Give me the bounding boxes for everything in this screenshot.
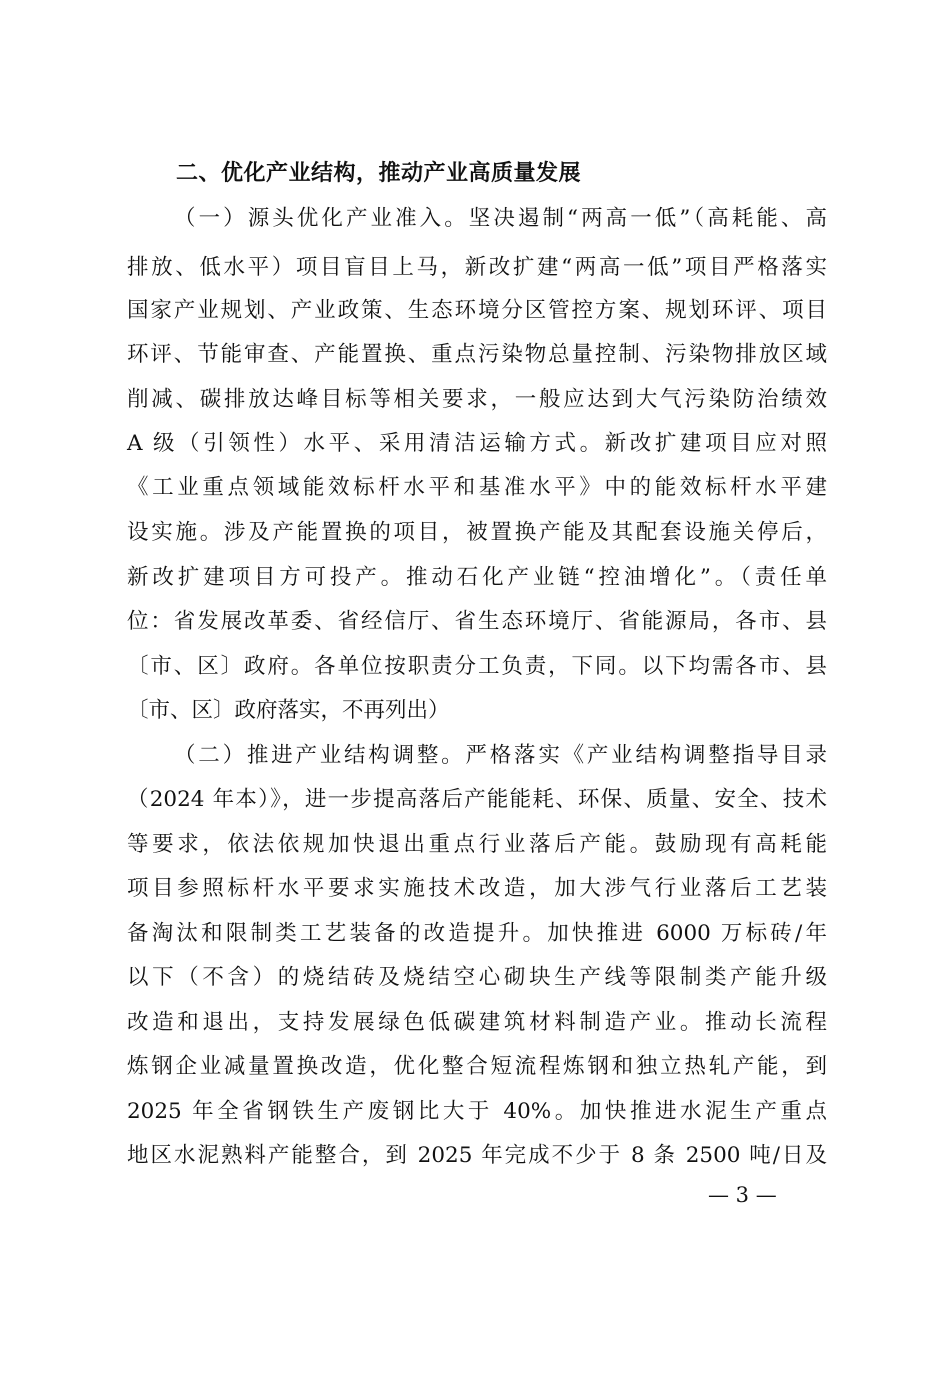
paragraph-line: 排放、低水平）项目盲目上马，新改扩建“两高一低”项目严格落实	[127, 255, 827, 280]
paragraph-line: 新改扩建项目方可投产。推动石化产业链“控油增化”。（责任单	[127, 565, 827, 590]
paragraph-line: 地区水泥熟料产能整合，到 2025 年完成不少于 8 条 2500 吨/日及	[127, 1143, 827, 1168]
paragraph-line: 位：省发展改革委、省经信厅、省生态环境厅、省能源局，各市、县	[127, 609, 827, 634]
paragraph-line: 等要求，依法依规加快退出重点行业落后产能。鼓励现有高耗能	[127, 832, 827, 857]
paragraph-line: （一）源头优化产业准入。坚决遏制“两高一低”（高耗能、高	[174, 206, 827, 231]
paragraph-line: 〔市、区〕政府落实，不再列出）	[127, 698, 450, 723]
paragraph-line: 以下（不含）的烧结砖及烧结空心砌块生产线等限制类产能升级	[127, 965, 827, 990]
paragraph-line: 环评、节能审查、产能置换、重点污染物总量控制、污染物排放区域	[127, 342, 827, 367]
paragraph-line: 2025 年全省钢铁生产废钢比大于 40%。加快推进水泥生产重点	[127, 1099, 827, 1124]
paragraph-line: 《工业重点领域能效标杆水平和基准水平》中的能效标杆水平建	[127, 475, 827, 500]
paragraph-line: 〔市、区〕政府。各单位按职责分工负责，下同。以下均需各市、县	[127, 654, 827, 679]
paragraph-line: （2024 年本）》，进一步提高落后产能能耗、环保、质量、安全、技术	[127, 787, 827, 812]
section-heading: 二、优化产业结构，推动产业高质量发展	[176, 161, 582, 186]
paragraph-line: 国家产业规划、产业政策、生态环境分区管控方案、规划环评、项目	[127, 298, 827, 323]
paragraph-line: 改造和退出，支持发展绿色低碳建筑材料制造产业。推动长流程	[127, 1010, 827, 1035]
paragraph-line: A 级（引领性）水平、采用清洁运输方式。新改扩建项目应对照	[127, 431, 827, 456]
paragraph-line: 项目参照标杆水平要求实施技术改造，加大涉气行业落后工艺装	[127, 876, 827, 901]
paragraph-line: （二）推进产业结构调整。严格落实《产业结构调整指导目录	[174, 743, 827, 768]
page-number: — 3 —	[708, 1183, 777, 1207]
paragraph-line: 设实施。涉及产能置换的项目，被置换产能及其配套设施关停后，	[127, 520, 827, 545]
paragraph-line: 备淘汰和限制类工艺装备的改造提升。加快推进 6000 万标砖/年	[127, 921, 827, 946]
paragraph-line: 炼钢企业减量置换改造，优化整合短流程炼钢和独立热轧产能，到	[127, 1054, 827, 1079]
paragraph-line: 削减、碳排放达峰目标等相关要求，一般应达到大气污染防治绩效	[127, 387, 827, 412]
